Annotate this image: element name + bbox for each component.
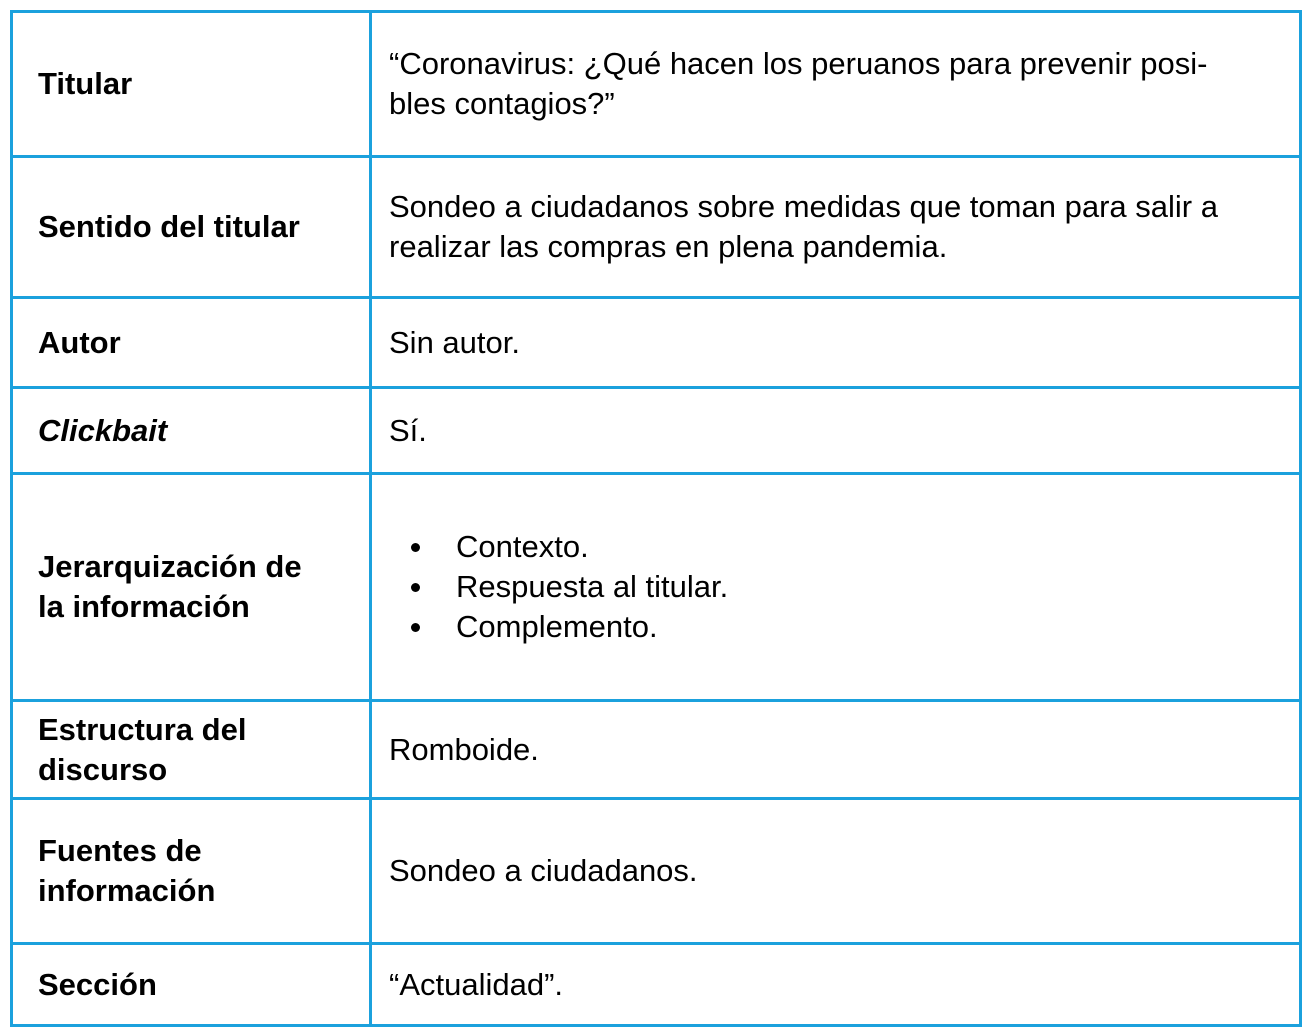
row-value: Romboide. xyxy=(371,701,1301,799)
table-row-titular xyxy=(12,12,1301,157)
list-item: Complemento. xyxy=(411,607,1283,647)
table-row-seccion xyxy=(12,944,1301,1026)
label-line: información xyxy=(38,873,216,908)
row-label: Sección xyxy=(12,944,371,1026)
row-label xyxy=(12,701,371,799)
row-value: “Actualidad”. xyxy=(371,944,1301,1026)
label-line: Fuentes de xyxy=(38,833,202,868)
list-item: Contexto. xyxy=(411,527,1283,567)
value-line: realizar las compras en plena pandemia. xyxy=(389,229,948,264)
row-label: Autor xyxy=(12,298,371,388)
table-row-sentido xyxy=(12,157,1301,298)
row-value xyxy=(371,157,1301,298)
label-line: la información xyxy=(38,589,250,624)
label-line: Estructura del xyxy=(38,711,247,747)
row-label: Clickbait xyxy=(12,388,371,474)
value-line: bles contagios?” xyxy=(389,86,615,121)
list-item: Respuesta al titular. xyxy=(411,567,1283,607)
info-table xyxy=(10,10,1302,1027)
label-line: Jerarquización de xyxy=(38,549,302,584)
table-row-clickbait xyxy=(12,388,1301,474)
value-line: Sondeo a ciudadanos sobre medidas que toman para salir a xyxy=(389,189,1218,224)
value-line: “Coronavirus: ¿Qué hacen los peruanos para prevenir posi- xyxy=(389,46,1208,81)
row-value: Sin autor. xyxy=(371,298,1301,388)
row-label xyxy=(12,799,371,944)
row-label xyxy=(12,474,371,701)
row-label: Titular xyxy=(12,12,371,157)
row-value: Sí. xyxy=(371,388,1301,474)
label-line: discurso xyxy=(38,751,168,787)
table-row-estructura xyxy=(12,701,1301,799)
table-row-jerarquizacion xyxy=(12,474,1301,701)
row-value xyxy=(371,474,1301,701)
row-value: Sondeo a ciudadanos. xyxy=(371,799,1301,944)
table-row-autor xyxy=(12,298,1301,388)
bullet-list xyxy=(389,527,1283,647)
row-value xyxy=(371,12,1301,157)
row-label: Sentido del titular xyxy=(12,157,371,298)
table-row-fuentes xyxy=(12,799,1301,944)
